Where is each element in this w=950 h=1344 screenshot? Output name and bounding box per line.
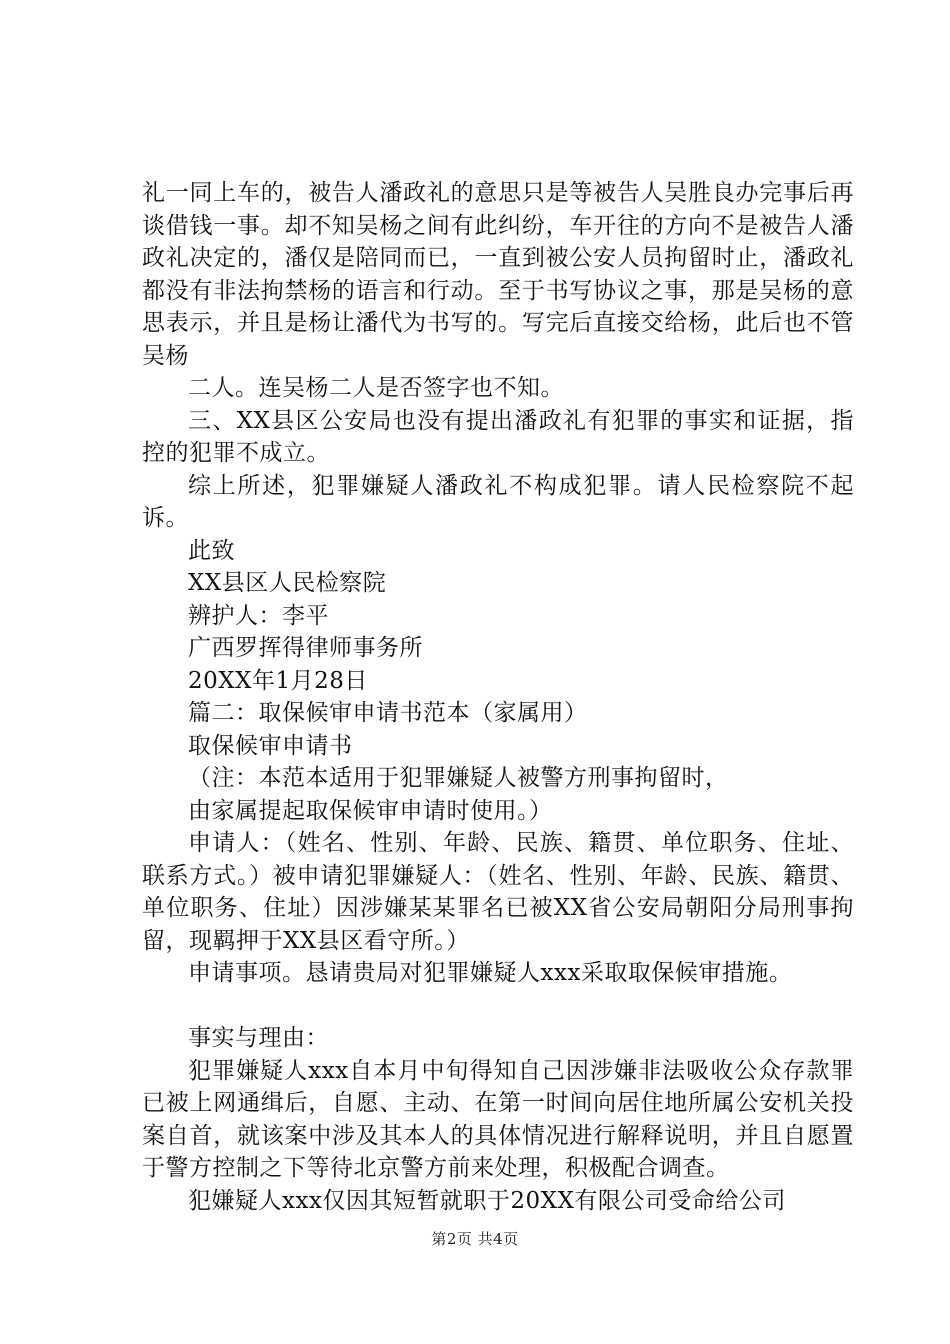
defender-name: 辨护人：李平 [188, 602, 329, 629]
paragraph-application-item: 申请事项。恳请贵局对犯罪嫌疑人xxx采取取保候审措施。 [188, 960, 793, 986]
document-date: 20XX年1月28日 [188, 667, 368, 694]
paragraph-applicant-info: 申请人：（姓名、性别、年龄、民族、籍贯、单位职务、住址、联系方式。）被申请犯罪嫌疑人：（姓名、性别、年龄、民族、籍贯、单位职务、住址）因涉嫌某某罪名已被XX省公安局朝阳分局刑事拘留，现羁押于XX县区看守所。） [142, 830, 854, 954]
document-body [142, 177, 854, 1217]
paragraph-two-persons: 二人。连吴杨二人是否签字也不知。 [188, 375, 564, 401]
paragraph-point-three: 三、XX县区公安局也没有提出潘政礼有犯罪的事实和证据，指控的犯罪不成立。 [142, 407, 854, 466]
salutation: 此致 [188, 537, 235, 564]
application-title: 取保候审申请书 [188, 732, 353, 759]
note-line-2: 由家属提起取保候审申请时使用。） [188, 797, 553, 824]
recipient: XX县区人民检察院 [188, 570, 387, 596]
facts-heading: 事实与理由： [188, 1025, 329, 1051]
law-firm: 广西罗挥得律师事务所 [188, 635, 423, 661]
page-number-footer: 第2页 共4页 [431, 1230, 519, 1248]
paragraph-conclusion: 综上所述，犯罪嫌疑人潘政礼不构成犯罪。请人民检察院不起诉。 [142, 472, 854, 531]
section-heading: 篇二：取保候审申请书范本（家属用） [188, 700, 588, 726]
paragraph-facts: 犯罪嫌疑人xxx自本月中旬得知自己因涉嫌非法吸收公众存款罪已被上网通缉后，自愿、主动、在第一时间向居住地所属公安机关投案自首，就该案中涉及其本人的具体情况进行解释说明，并且自愿置于警方控制之下等待北京警方前来处理，积极配合调查。 [142, 1057, 854, 1181]
paragraph-defense-continuation: 礼一同上车的，被告人潘政礼的意思只是等被告人吴胜良办完事后再谈借钱一事。却不知吴杨之间有此纠纷，车开往的方向不是被告人潘政礼决定的，潘仅是陪同而已，一直到被公安人员拘留时止，潘政礼都没有非法拘禁杨的语言和行动。至于书写协议之事，那是吴杨的意思表示，并且是杨让潘代为书写的。写完后直接交给杨，此后也不管吴杨 [142, 180, 854, 369]
paragraph-facts-continued: 犯嫌疑人xxx仅因其短暂就职于20XX有限公司受命给公司 [188, 1187, 786, 1214]
note-line-1: （注：本范本适用于犯罪嫌疑人被警方刑事拘留时， [188, 765, 729, 791]
blank-line [142, 990, 854, 1023]
